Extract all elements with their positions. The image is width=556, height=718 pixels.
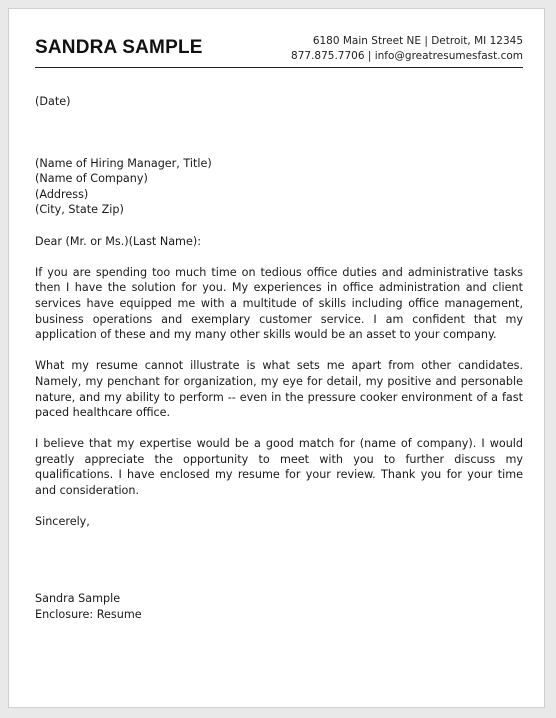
spacer bbox=[35, 249, 523, 265]
recipient-block bbox=[35, 156, 523, 218]
sender-phone-email: 877.875.7706 | info@greatresumesfast.com bbox=[291, 50, 523, 62]
recipient-line: (Name of Company) bbox=[35, 172, 148, 186]
header-divider bbox=[35, 67, 523, 68]
recipient-line: (Address) bbox=[35, 187, 89, 201]
spacer bbox=[35, 110, 523, 156]
paragraph-1: If you are spending too much time on tedious office duties and administrative tasks then I have the solution for you. My experiences in office administration and client services have equipped me with a multitude of skills including office management, business operations and exemplary customer service. I am confident that my application of these and my many other skills would be an asset to your company. bbox=[35, 265, 523, 342]
letter-date: (Date) bbox=[35, 95, 71, 108]
sender-address: 6180 Main Street NE | Detroit, MI 12345 bbox=[312, 35, 523, 47]
recipient-line: (Name of Hiring Manager, Title) bbox=[35, 156, 212, 170]
sender-name: SANDRA SAMPLE bbox=[35, 37, 203, 58]
sender-contact bbox=[291, 34, 523, 64]
signature-name: Sandra Sample bbox=[35, 592, 121, 606]
spacer bbox=[35, 218, 523, 234]
spacer bbox=[35, 343, 523, 359]
paragraph-3: I believe that my expertise would be a good match for (name of company). I would greatly appreciate the opportunity to meet with you to further discuss my qualifications. I have enclosed my resume for your review. Thank you for your time and consideration. bbox=[35, 437, 523, 498]
letter-page bbox=[8, 8, 545, 708]
salutation: Dear (Mr. or Ms.)(Last Name): bbox=[35, 234, 201, 248]
spacer bbox=[35, 530, 523, 576]
closing: Sincerely, bbox=[35, 515, 90, 529]
spacer bbox=[35, 499, 523, 515]
letter-body bbox=[35, 94, 523, 623]
enclosure-line: Enclosure: Resume bbox=[35, 608, 142, 622]
spacer bbox=[35, 576, 523, 592]
spacer bbox=[35, 421, 523, 437]
paragraph-2: What my resume cannot illustrate is what sets me apart from other candidates. Namely, my penchant for organization, my eye for detail, my positive and personable nature, and my ability to perform -- even in the pressure cooker environment of a fast paced healthcare office. bbox=[35, 359, 523, 420]
recipient-line: (City, State Zip) bbox=[35, 203, 124, 217]
